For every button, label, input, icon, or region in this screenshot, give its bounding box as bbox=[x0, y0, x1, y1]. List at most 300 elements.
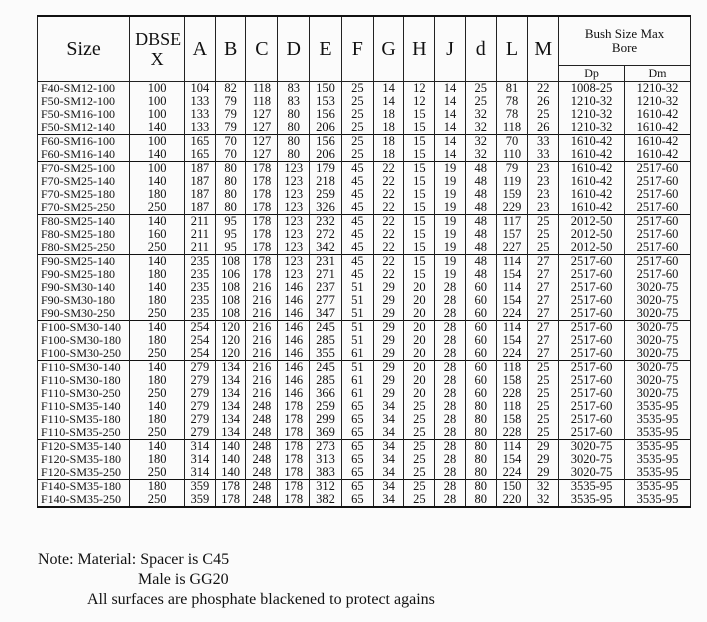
cell-dp: 1610-42 bbox=[559, 175, 625, 188]
cell-g: 18 bbox=[373, 148, 404, 162]
cell-dbse: 250 bbox=[130, 466, 185, 480]
cell-size: F110-SM35-140 bbox=[38, 400, 130, 413]
cell-h: 15 bbox=[404, 268, 435, 281]
cell-j: 19 bbox=[435, 188, 466, 201]
cell-d-small: 48 bbox=[465, 268, 496, 281]
cell-h: 15 bbox=[404, 255, 435, 269]
table-body bbox=[38, 82, 691, 508]
cell-g: 22 bbox=[373, 255, 404, 269]
cell-g: 22 bbox=[373, 175, 404, 188]
cell-dm: 3535-95 bbox=[624, 466, 690, 480]
cell-dbse: 140 bbox=[130, 121, 185, 135]
cell-c: 127 bbox=[246, 108, 278, 121]
cell-e: 355 bbox=[310, 347, 342, 361]
cell-j: 28 bbox=[435, 480, 466, 494]
cell-d: 146 bbox=[278, 294, 310, 307]
cell-dm: 1210-32 bbox=[624, 82, 690, 96]
cell-size: F120-SM35-250 bbox=[38, 466, 130, 480]
cell-e: 218 bbox=[310, 175, 342, 188]
cell-d-small: 60 bbox=[465, 374, 496, 387]
cell-f: 65 bbox=[341, 466, 373, 480]
cell-f: 65 bbox=[341, 493, 373, 507]
cell-a: 314 bbox=[185, 453, 216, 466]
bush-size-label: Bush Size Max Bore bbox=[584, 26, 665, 55]
cell-l: 154 bbox=[496, 334, 528, 347]
notes bbox=[38, 550, 435, 610]
cell-size: F90-SM30-140 bbox=[38, 281, 130, 294]
cell-dbse: 180 bbox=[130, 268, 185, 281]
cell-h: 20 bbox=[404, 281, 435, 294]
cell-g: 22 bbox=[373, 228, 404, 241]
cell-dm: 1210-32 bbox=[624, 95, 690, 108]
cell-m: 25 bbox=[528, 228, 559, 241]
cell-c: 248 bbox=[246, 426, 278, 440]
cell-dm: 3535-95 bbox=[624, 413, 690, 426]
cell-d: 178 bbox=[278, 480, 310, 494]
cell-dp: 3020-75 bbox=[559, 453, 625, 466]
cell-j: 19 bbox=[435, 228, 466, 241]
cell-l: 228 bbox=[496, 426, 528, 440]
cell-f: 25 bbox=[341, 95, 373, 108]
cell-dbse: 250 bbox=[130, 307, 185, 321]
cell-size: F60-SM16-100 bbox=[38, 135, 130, 149]
cell-b: 120 bbox=[215, 334, 246, 347]
cell-b: 95 bbox=[215, 228, 246, 241]
table-header bbox=[38, 16, 691, 82]
cell-h: 20 bbox=[404, 374, 435, 387]
cell-a: 314 bbox=[185, 440, 216, 454]
cell-dbse: 140 bbox=[130, 321, 185, 335]
cell-m: 25 bbox=[528, 215, 559, 229]
cell-f: 45 bbox=[341, 268, 373, 281]
cell-e: 277 bbox=[310, 294, 342, 307]
cell-dm: 3020-75 bbox=[624, 374, 690, 387]
cell-dm: 2517-60 bbox=[624, 201, 690, 215]
cell-e: 153 bbox=[310, 95, 342, 108]
cell-c: 248 bbox=[246, 400, 278, 413]
cell-l: 220 bbox=[496, 493, 528, 507]
cell-h: 15 bbox=[404, 175, 435, 188]
cell-c: 178 bbox=[246, 162, 278, 176]
cell-dm: 2517-60 bbox=[624, 228, 690, 241]
cell-dp: 2517-60 bbox=[559, 361, 625, 375]
cell-d: 123 bbox=[278, 241, 310, 255]
cell-d: 178 bbox=[278, 453, 310, 466]
cell-g: 29 bbox=[373, 321, 404, 335]
cell-a: 211 bbox=[185, 228, 216, 241]
cell-a: 211 bbox=[185, 241, 216, 255]
cell-b: 106 bbox=[215, 268, 246, 281]
note-material-spacer: Note: Material: Spacer is C45 bbox=[38, 551, 230, 568]
cell-d: 178 bbox=[278, 400, 310, 413]
cell-b: 95 bbox=[215, 215, 246, 229]
cell-b: 120 bbox=[215, 321, 246, 335]
cell-dm: 3535-95 bbox=[624, 493, 690, 507]
cell-g: 34 bbox=[373, 400, 404, 413]
cell-c: 216 bbox=[246, 307, 278, 321]
cell-size: F90-SM25-140 bbox=[38, 255, 130, 269]
cell-g: 34 bbox=[373, 466, 404, 480]
cell-dm: 2517-60 bbox=[624, 255, 690, 269]
cell-h: 20 bbox=[404, 307, 435, 321]
table-row bbox=[38, 347, 691, 361]
cell-j: 14 bbox=[435, 82, 466, 96]
cell-c: 178 bbox=[246, 241, 278, 255]
cell-d: 123 bbox=[278, 228, 310, 241]
cell-b: 80 bbox=[215, 201, 246, 215]
table-row bbox=[38, 121, 691, 135]
cell-d-small: 60 bbox=[465, 387, 496, 400]
cell-j: 19 bbox=[435, 175, 466, 188]
cell-d-small: 32 bbox=[465, 148, 496, 162]
cell-d: 178 bbox=[278, 493, 310, 507]
cell-e: 271 bbox=[310, 268, 342, 281]
cell-dm: 1610-42 bbox=[624, 148, 690, 162]
column-header-bush-size bbox=[559, 16, 691, 66]
cell-size: F100-SM30-250 bbox=[38, 347, 130, 361]
cell-dp: 2517-60 bbox=[559, 347, 625, 361]
cell-l: 224 bbox=[496, 466, 528, 480]
cell-size: F90-SM30-250 bbox=[38, 307, 130, 321]
cell-h: 20 bbox=[404, 334, 435, 347]
cell-dp: 2517-60 bbox=[559, 268, 625, 281]
cell-dp: 1610-42 bbox=[559, 201, 625, 215]
cell-b: 79 bbox=[215, 121, 246, 135]
cell-d: 146 bbox=[278, 374, 310, 387]
cell-size: F120-SM35-140 bbox=[38, 440, 130, 454]
cell-dp: 1610-42 bbox=[559, 135, 625, 149]
cell-dp: 1008-25 bbox=[559, 82, 625, 96]
cell-h: 20 bbox=[404, 321, 435, 335]
cell-d: 178 bbox=[278, 413, 310, 426]
cell-dbse: 140 bbox=[130, 215, 185, 229]
cell-l: 154 bbox=[496, 453, 528, 466]
cell-dbse: 250 bbox=[130, 347, 185, 361]
cell-l: 114 bbox=[496, 321, 528, 335]
cell-g: 29 bbox=[373, 347, 404, 361]
cell-l: 229 bbox=[496, 201, 528, 215]
cell-size: F110-SM30-180 bbox=[38, 374, 130, 387]
cell-a: 254 bbox=[185, 321, 216, 335]
table-row bbox=[38, 188, 691, 201]
cell-c: 248 bbox=[246, 480, 278, 494]
cell-d: 146 bbox=[278, 387, 310, 400]
cell-f: 45 bbox=[341, 201, 373, 215]
cell-h: 15 bbox=[404, 162, 435, 176]
column-header-a: A bbox=[185, 16, 216, 82]
cell-c: 216 bbox=[246, 294, 278, 307]
cell-dm: 2517-60 bbox=[624, 241, 690, 255]
cell-b: 120 bbox=[215, 347, 246, 361]
cell-b: 108 bbox=[215, 255, 246, 269]
cell-size: F90-SM25-180 bbox=[38, 268, 130, 281]
cell-h: 15 bbox=[404, 121, 435, 135]
cell-dbse: 140 bbox=[130, 281, 185, 294]
cell-g: 34 bbox=[373, 453, 404, 466]
cell-g: 14 bbox=[373, 95, 404, 108]
cell-d-small: 48 bbox=[465, 241, 496, 255]
cell-h: 15 bbox=[404, 135, 435, 149]
cell-e: 245 bbox=[310, 361, 342, 375]
cell-h: 25 bbox=[404, 413, 435, 426]
cell-b: 108 bbox=[215, 281, 246, 294]
cell-m: 25 bbox=[528, 413, 559, 426]
cell-dbse: 140 bbox=[130, 175, 185, 188]
cell-dm: 3020-75 bbox=[624, 361, 690, 375]
cell-d: 123 bbox=[278, 162, 310, 176]
column-header-dp: Dp bbox=[559, 66, 625, 82]
cell-d: 83 bbox=[278, 82, 310, 96]
cell-e: 237 bbox=[310, 281, 342, 294]
cell-dbse: 160 bbox=[130, 228, 185, 241]
cell-h: 25 bbox=[404, 440, 435, 454]
cell-dbse: 250 bbox=[130, 241, 185, 255]
cell-dbse: 140 bbox=[130, 400, 185, 413]
cell-d: 178 bbox=[278, 426, 310, 440]
cell-m: 25 bbox=[528, 387, 559, 400]
cell-d: 146 bbox=[278, 334, 310, 347]
cell-l: 81 bbox=[496, 82, 528, 96]
column-header-size: Size bbox=[38, 16, 130, 82]
column-header-g: G bbox=[373, 16, 404, 82]
cell-a: 279 bbox=[185, 361, 216, 375]
cell-c: 178 bbox=[246, 201, 278, 215]
cell-e: 326 bbox=[310, 201, 342, 215]
cell-b: 134 bbox=[215, 413, 246, 426]
cell-d: 123 bbox=[278, 175, 310, 188]
cell-h: 15 bbox=[404, 148, 435, 162]
cell-dp: 2012-50 bbox=[559, 215, 625, 229]
cell-j: 14 bbox=[435, 148, 466, 162]
cell-f: 65 bbox=[341, 453, 373, 466]
table-row bbox=[38, 241, 691, 255]
cell-b: 178 bbox=[215, 493, 246, 507]
cell-l: 158 bbox=[496, 413, 528, 426]
cell-d-small: 48 bbox=[465, 175, 496, 188]
cell-f: 51 bbox=[341, 361, 373, 375]
cell-dm: 3020-75 bbox=[624, 294, 690, 307]
cell-b: 134 bbox=[215, 426, 246, 440]
cell-l: 70 bbox=[496, 135, 528, 149]
table-row bbox=[38, 148, 691, 162]
cell-dm: 3535-95 bbox=[624, 400, 690, 413]
cell-g: 14 bbox=[373, 82, 404, 96]
cell-l: 78 bbox=[496, 108, 528, 121]
cell-g: 34 bbox=[373, 493, 404, 507]
cell-a: 104 bbox=[185, 82, 216, 96]
cell-dm: 3020-75 bbox=[624, 387, 690, 400]
cell-size: F80-SM25-250 bbox=[38, 241, 130, 255]
cell-a: 359 bbox=[185, 493, 216, 507]
cell-d: 123 bbox=[278, 255, 310, 269]
cell-d: 80 bbox=[278, 148, 310, 162]
cell-b: 80 bbox=[215, 188, 246, 201]
cell-m: 29 bbox=[528, 466, 559, 480]
cell-a: 187 bbox=[185, 201, 216, 215]
cell-d-small: 25 bbox=[465, 82, 496, 96]
cell-dm: 3020-75 bbox=[624, 334, 690, 347]
cell-h: 25 bbox=[404, 453, 435, 466]
table-row bbox=[38, 108, 691, 121]
cell-m: 27 bbox=[528, 321, 559, 335]
table-row bbox=[38, 466, 691, 480]
cell-a: 235 bbox=[185, 307, 216, 321]
cell-h: 15 bbox=[404, 215, 435, 229]
cell-f: 45 bbox=[341, 162, 373, 176]
cell-g: 29 bbox=[373, 361, 404, 375]
cell-e: 299 bbox=[310, 413, 342, 426]
cell-e: 245 bbox=[310, 321, 342, 335]
cell-h: 20 bbox=[404, 347, 435, 361]
cell-a: 211 bbox=[185, 215, 216, 229]
cell-b: 140 bbox=[215, 466, 246, 480]
cell-size: F60-SM16-140 bbox=[38, 148, 130, 162]
cell-g: 29 bbox=[373, 307, 404, 321]
cell-m: 33 bbox=[528, 135, 559, 149]
cell-d-small: 60 bbox=[465, 281, 496, 294]
cell-dp: 3535-95 bbox=[559, 480, 625, 494]
cell-b: 134 bbox=[215, 387, 246, 400]
cell-b: 70 bbox=[215, 135, 246, 149]
cell-dbse: 180 bbox=[130, 413, 185, 426]
cell-d-small: 48 bbox=[465, 255, 496, 269]
cell-f: 51 bbox=[341, 334, 373, 347]
cell-size: F100-SM30-180 bbox=[38, 334, 130, 347]
column-header-m: M bbox=[528, 16, 559, 82]
cell-e: 285 bbox=[310, 374, 342, 387]
table-row bbox=[38, 493, 691, 507]
cell-c: 248 bbox=[246, 453, 278, 466]
cell-dbse: 100 bbox=[130, 162, 185, 176]
cell-m: 25 bbox=[528, 374, 559, 387]
cell-dm: 3020-75 bbox=[624, 281, 690, 294]
cell-m: 29 bbox=[528, 440, 559, 454]
table-row bbox=[38, 281, 691, 294]
cell-dbse: 250 bbox=[130, 201, 185, 215]
cell-dm: 2517-60 bbox=[624, 268, 690, 281]
cell-m: 23 bbox=[528, 188, 559, 201]
cell-j: 14 bbox=[435, 135, 466, 149]
cell-j: 28 bbox=[435, 347, 466, 361]
cell-size: F100-SM30-140 bbox=[38, 321, 130, 335]
cell-m: 33 bbox=[528, 148, 559, 162]
column-header-f: F bbox=[341, 16, 373, 82]
cell-h: 15 bbox=[404, 228, 435, 241]
cell-l: 114 bbox=[496, 440, 528, 454]
cell-m: 27 bbox=[528, 255, 559, 269]
cell-dp: 2517-60 bbox=[559, 413, 625, 426]
cell-a: 279 bbox=[185, 400, 216, 413]
cell-dm: 2517-60 bbox=[624, 188, 690, 201]
cell-c: 178 bbox=[246, 255, 278, 269]
cell-j: 28 bbox=[435, 400, 466, 413]
cell-dm: 3535-95 bbox=[624, 480, 690, 494]
cell-b: 108 bbox=[215, 294, 246, 307]
cell-e: 259 bbox=[310, 188, 342, 201]
cell-f: 45 bbox=[341, 255, 373, 269]
cell-f: 45 bbox=[341, 241, 373, 255]
table-row bbox=[38, 387, 691, 400]
cell-d: 146 bbox=[278, 361, 310, 375]
cell-m: 32 bbox=[528, 493, 559, 507]
cell-d-small: 48 bbox=[465, 215, 496, 229]
cell-m: 27 bbox=[528, 334, 559, 347]
cell-a: 133 bbox=[185, 95, 216, 108]
cell-size: F70-SM25-180 bbox=[38, 188, 130, 201]
cell-size: F110-SM30-250 bbox=[38, 387, 130, 400]
cell-d-small: 60 bbox=[465, 361, 496, 375]
cell-b: 82 bbox=[215, 82, 246, 96]
cell-h: 25 bbox=[404, 493, 435, 507]
cell-m: 25 bbox=[528, 241, 559, 255]
cell-size: F80-SM25-180 bbox=[38, 228, 130, 241]
cell-j: 19 bbox=[435, 255, 466, 269]
cell-l: 154 bbox=[496, 268, 528, 281]
cell-d-small: 60 bbox=[465, 321, 496, 335]
cell-dbse: 180 bbox=[130, 294, 185, 307]
cell-c: 248 bbox=[246, 413, 278, 426]
cell-j: 28 bbox=[435, 294, 466, 307]
cell-c: 178 bbox=[246, 215, 278, 229]
cell-dm: 3535-95 bbox=[624, 426, 690, 440]
cell-dp: 1610-42 bbox=[559, 162, 625, 176]
cell-m: 27 bbox=[528, 281, 559, 294]
cell-a: 254 bbox=[185, 347, 216, 361]
cell-a: 235 bbox=[185, 294, 216, 307]
cell-d: 123 bbox=[278, 268, 310, 281]
cell-b: 80 bbox=[215, 175, 246, 188]
cell-dbse: 180 bbox=[130, 188, 185, 201]
cell-size: F40-SM12-100 bbox=[38, 82, 130, 96]
cell-g: 22 bbox=[373, 201, 404, 215]
cell-h: 25 bbox=[404, 466, 435, 480]
cell-b: 140 bbox=[215, 440, 246, 454]
cell-a: 314 bbox=[185, 466, 216, 480]
cell-m: 27 bbox=[528, 294, 559, 307]
cell-l: 224 bbox=[496, 307, 528, 321]
cell-dp: 1210-32 bbox=[559, 108, 625, 121]
cell-h: 15 bbox=[404, 188, 435, 201]
cell-a: 133 bbox=[185, 121, 216, 135]
column-header-h: H bbox=[404, 16, 435, 82]
cell-d-small: 32 bbox=[465, 108, 496, 121]
cell-dbse: 180 bbox=[130, 480, 185, 494]
cell-d-small: 80 bbox=[465, 400, 496, 413]
cell-dp: 2012-50 bbox=[559, 241, 625, 255]
cell-m: 23 bbox=[528, 175, 559, 188]
column-header-l: L bbox=[496, 16, 528, 82]
cell-b: 80 bbox=[215, 162, 246, 176]
cell-dp: 2517-60 bbox=[559, 281, 625, 294]
cell-f: 25 bbox=[341, 82, 373, 96]
cell-e: 366 bbox=[310, 387, 342, 400]
cell-g: 34 bbox=[373, 440, 404, 454]
cell-f: 45 bbox=[341, 228, 373, 241]
cell-c: 216 bbox=[246, 387, 278, 400]
cell-b: 79 bbox=[215, 108, 246, 121]
cell-m: 22 bbox=[528, 82, 559, 96]
cell-d: 146 bbox=[278, 307, 310, 321]
cell-d-small: 48 bbox=[465, 228, 496, 241]
cell-m: 29 bbox=[528, 453, 559, 466]
cell-a: 279 bbox=[185, 413, 216, 426]
cell-dp: 2517-60 bbox=[559, 294, 625, 307]
column-header-j: J bbox=[435, 16, 466, 82]
cell-j: 14 bbox=[435, 108, 466, 121]
cell-d-small: 48 bbox=[465, 188, 496, 201]
cell-size: F140-SM35-180 bbox=[38, 480, 130, 494]
cell-a: 279 bbox=[185, 374, 216, 387]
